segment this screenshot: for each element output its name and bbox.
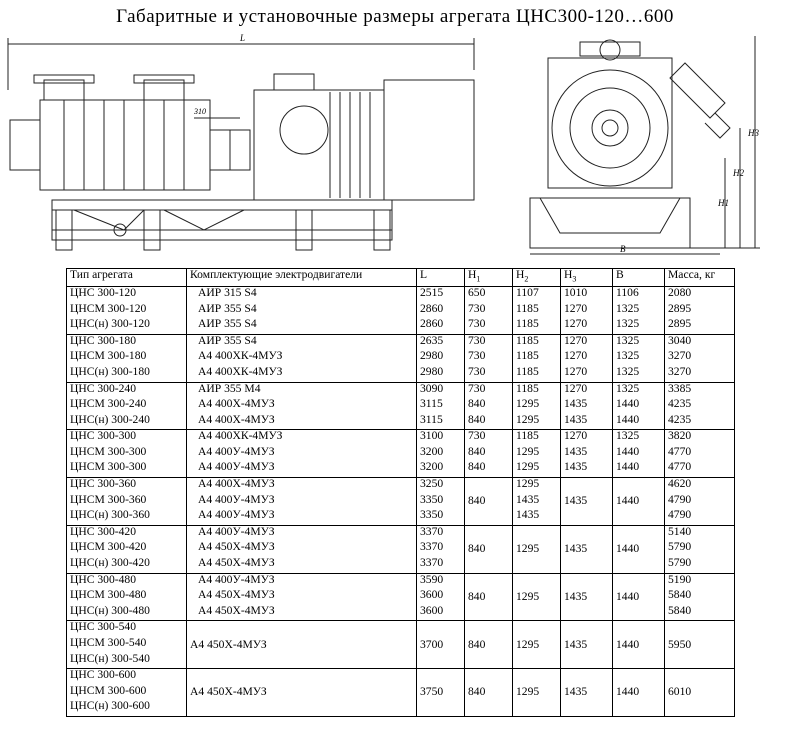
dim-310-label: 310: [194, 107, 206, 116]
cell-line: 1295: [516, 589, 540, 603]
cell-line: 1440: [616, 444, 640, 458]
cell-h1: [465, 621, 513, 669]
cell-line: 1435: [564, 637, 588, 651]
cell-l: [417, 430, 465, 478]
header-motor: Комплектующие электродвигатели: [187, 269, 417, 287]
table-row-group: [67, 621, 735, 669]
cell-h2: [513, 334, 561, 382]
cell-mass: [665, 382, 735, 430]
cell-line: ЦНС 300-540: [70, 620, 137, 634]
cell-line: 5190: [668, 572, 692, 586]
cell-h3: [561, 525, 613, 573]
cell-l: [417, 382, 465, 430]
cell-line: 3370: [420, 556, 444, 570]
cell-motors: [187, 669, 417, 717]
cell-line: А4 450Х-4МУЗ: [198, 588, 275, 602]
cell-line: 1270: [564, 429, 588, 443]
cell-line: 2860: [420, 317, 444, 331]
cell-line: 840: [468, 412, 486, 426]
cell-l: [417, 525, 465, 573]
cell-line: 2980: [420, 349, 444, 363]
table-row-group: [67, 478, 735, 526]
cell-line: А4 400У-4МУЗ: [198, 444, 275, 458]
cell-mass: [665, 669, 735, 717]
cell-l: [417, 478, 465, 526]
cell-line: ЦНСМ 300-360: [70, 492, 147, 506]
cell-line: 1435: [564, 589, 588, 603]
dim-h3-label: H3: [748, 128, 759, 138]
cell-line: 840: [468, 494, 486, 508]
cell-line: 1440: [616, 460, 640, 474]
cell-line: А4 400У-4МУЗ: [198, 460, 275, 474]
cell-line: 730: [468, 349, 486, 363]
cell-h2: [513, 525, 561, 573]
cell-line: 1295: [516, 397, 540, 411]
cell-line: А4 450Х-4МУЗ: [198, 556, 275, 570]
cell-line: А4 400У-4МУЗ: [198, 492, 275, 506]
cell-line: 2080: [668, 285, 692, 299]
cell-line: 2895: [668, 301, 692, 315]
cell-h2: [513, 621, 561, 669]
cell-line: 2515: [420, 285, 444, 299]
cell-line: 4770: [668, 460, 692, 474]
cell-motors: [187, 525, 417, 573]
cell-line: ЦНС 300-480: [70, 572, 137, 586]
cell-line: 3115: [420, 412, 443, 426]
cell-line: А4 400Х-4МУЗ: [198, 397, 275, 411]
cell-line: 3600: [420, 603, 444, 617]
cell-types: [67, 621, 187, 669]
cell-line: АИР 355 S4: [198, 301, 257, 315]
cell-line: А4 400ХК-4МУЗ: [198, 429, 283, 443]
cell-line: ЦНС 300-420: [70, 524, 137, 538]
cell-line: 3600: [420, 588, 444, 602]
cell-line: 3350: [420, 492, 444, 506]
cell-line: АИР 315 S4: [198, 285, 257, 299]
cell-line: 3370: [420, 524, 444, 538]
cell-line: 3090: [420, 381, 444, 395]
cell-line: 1270: [564, 381, 588, 395]
cell-line: ЦНС 300-360: [70, 477, 137, 491]
cell-line: ЦНСМ 300-300: [70, 460, 147, 474]
cell-line: ЦНСМ 300-240: [70, 397, 147, 411]
cell-line: 1270: [564, 364, 588, 378]
cell-line: 1440: [616, 494, 640, 508]
cell-line: 840: [468, 685, 486, 699]
cell-line: ЦНС(н) 300-420: [70, 556, 150, 570]
cell-line: 3250: [420, 477, 444, 491]
cell-line: 5840: [668, 588, 692, 602]
cell-line: ЦНСМ 300-540: [70, 636, 147, 650]
cell-line: 3200: [420, 460, 444, 474]
cell-h1: [465, 525, 513, 573]
cell-line: ЦНС(н) 300-360: [70, 508, 150, 522]
cell-line: 840: [468, 541, 486, 555]
cell-h3: [561, 478, 613, 526]
cell-motors: [187, 334, 417, 382]
cell-line: 3385: [668, 381, 692, 395]
cell-line: ЦНС 300-120: [70, 285, 137, 299]
cell-l: [417, 669, 465, 717]
cell-line: ЦНС(н) 300-540: [70, 651, 150, 665]
cell-line: АИР 355 М4: [198, 381, 261, 395]
cell-h1: [465, 478, 513, 526]
dim-h1-label: H1: [718, 198, 729, 208]
cell-line: 730: [468, 301, 486, 315]
cell-line: А4 400Х-4МУЗ: [198, 477, 275, 491]
cell-line: 650: [468, 285, 486, 299]
cell-h3: [561, 334, 613, 382]
cell-h1: [465, 669, 513, 717]
cell-mass: [665, 621, 735, 669]
cell-line: А4 450Х-4МУЗ: [198, 540, 275, 554]
cell-line: 1325: [616, 301, 640, 315]
cell-line: 1440: [616, 412, 640, 426]
cell-line: ЦНС 300-180: [70, 333, 137, 347]
header-h1: $H_1$: [465, 269, 513, 287]
cell-line: А4 450Х-4МУЗ: [190, 685, 267, 699]
cell-line: 1435: [564, 444, 588, 458]
cell-motors: [187, 382, 417, 430]
cell-h2: [513, 430, 561, 478]
cell-b: [613, 478, 665, 526]
cell-line: 1010: [564, 285, 588, 299]
cell-b: [613, 382, 665, 430]
cell-line: 1440: [616, 637, 640, 651]
table-row-group: [67, 286, 735, 334]
cell-line: 1295: [516, 412, 540, 426]
table-row-group: [67, 382, 735, 430]
cell-types: [67, 286, 187, 334]
cell-line: А4 400ХК-4МУЗ: [198, 349, 283, 363]
cell-h3: [561, 430, 613, 478]
cell-line: 3590: [420, 572, 444, 586]
cell-line: 1435: [564, 685, 588, 699]
dim-l-label: L: [240, 33, 246, 43]
cell-line: ЦНС(н) 300-180: [70, 364, 150, 378]
cell-line: 1440: [616, 685, 640, 699]
cell-line: 840: [468, 637, 486, 651]
cell-types: [67, 478, 187, 526]
cell-b: [613, 621, 665, 669]
cell-line: 1295: [516, 477, 540, 491]
cell-line: 3750: [420, 685, 444, 699]
cell-line: 3040: [668, 333, 692, 347]
cell-line: ЦНСМ 300-600: [70, 683, 147, 697]
cell-h2: [513, 286, 561, 334]
cell-line: 4235: [668, 397, 692, 411]
cell-line: 2635: [420, 333, 444, 347]
cell-line: ЦНСМ 300-300: [70, 444, 147, 458]
cell-line: 730: [468, 317, 486, 331]
cell-line: 1106: [616, 285, 639, 299]
cell-line: 1185: [516, 301, 539, 315]
cell-line: 1295: [516, 637, 540, 651]
cell-line: 840: [468, 444, 486, 458]
cell-types: [67, 334, 187, 382]
cell-line: 1435: [564, 397, 588, 411]
cell-line: ЦНС(н) 300-120: [70, 317, 150, 331]
cell-line: 3820: [668, 429, 692, 443]
cell-h1: [465, 573, 513, 621]
cell-line: А4 400ХК-4МУЗ: [198, 364, 283, 378]
header-h3: $H_3$: [561, 269, 613, 287]
cell-line: 3270: [668, 364, 692, 378]
cell-l: [417, 334, 465, 382]
cell-line: 1270: [564, 349, 588, 363]
cell-line: А4 400У-4МУЗ: [198, 572, 275, 586]
cell-line: 5840: [668, 603, 692, 617]
cell-line: 1185: [516, 429, 539, 443]
header-l: L: [417, 269, 465, 287]
cell-line: 1440: [616, 589, 640, 603]
cell-line: ЦНС 300-240: [70, 381, 137, 395]
cell-line: ЦНСМ 300-120: [70, 301, 147, 315]
cell-mass: [665, 286, 735, 334]
cell-line: АИР 355 S4: [198, 317, 257, 331]
side-view-drawing: [4, 30, 509, 260]
cell-motors: [187, 621, 417, 669]
cell-line: А4 400У-4МУЗ: [198, 524, 275, 538]
cell-line: 840: [468, 397, 486, 411]
cell-line: 3700: [420, 637, 444, 651]
cell-line: 2895: [668, 317, 692, 331]
cell-line: 1325: [616, 364, 640, 378]
cell-l: [417, 286, 465, 334]
cell-line: 1435: [516, 492, 540, 506]
cell-line: 730: [468, 364, 486, 378]
cell-types: [67, 430, 187, 478]
dim-h2-label: H2: [733, 168, 744, 178]
cell-line: 4770: [668, 444, 692, 458]
cell-line: 1185: [516, 381, 539, 395]
cell-b: [613, 573, 665, 621]
cell-line: 1295: [516, 444, 540, 458]
front-view-drawing: [520, 28, 770, 260]
cell-line: А4 400У-4МУЗ: [198, 508, 275, 522]
table-header-row: [67, 269, 735, 287]
cell-line: 1435: [516, 508, 540, 522]
cell-line: 5950: [668, 637, 692, 651]
cell-types: [67, 669, 187, 717]
cell-line: 3200: [420, 444, 444, 458]
cell-types: [67, 573, 187, 621]
cell-h3: [561, 382, 613, 430]
cell-motors: [187, 286, 417, 334]
cell-line: 1435: [564, 541, 588, 555]
cell-line: А4 450Х-4МУЗ: [198, 603, 275, 617]
cell-line: 2980: [420, 364, 444, 378]
cell-line: 1325: [616, 381, 640, 395]
cell-h1: [465, 286, 513, 334]
cell-line: 1435: [564, 412, 588, 426]
cell-line: 5140: [668, 524, 692, 538]
cell-h1: [465, 430, 513, 478]
cell-line: 840: [468, 460, 486, 474]
cell-b: [613, 430, 665, 478]
cell-line: 1440: [616, 397, 640, 411]
spec-table: [66, 268, 735, 717]
cell-mass: [665, 573, 735, 621]
cell-motors: [187, 573, 417, 621]
cell-line: ЦНСМ 300-480: [70, 588, 147, 602]
cell-line: ЦНС 300-300: [70, 429, 137, 443]
cell-line: ЦНС(н) 300-240: [70, 412, 150, 426]
cell-types: [67, 382, 187, 430]
cell-b: [613, 286, 665, 334]
table-row-group: [67, 669, 735, 717]
cell-mass: [665, 430, 735, 478]
header-type: Тип агрегата: [67, 269, 187, 287]
table-row-group: [67, 573, 735, 621]
cell-line: ЦНСМ 300-180: [70, 349, 147, 363]
cell-h1: [465, 334, 513, 382]
page-title: Габаритные и установочные размеры агрегата ЦНС300-120…600: [116, 6, 674, 27]
cell-line: 730: [468, 381, 486, 395]
cell-l: [417, 621, 465, 669]
cell-line: 1295: [516, 541, 540, 555]
cell-line: ЦНС(н) 300-480: [70, 603, 150, 617]
cell-line: 1325: [616, 349, 640, 363]
cell-b: [613, 669, 665, 717]
cell-line: АИР 355 S4: [198, 333, 257, 347]
cell-line: 3115: [420, 397, 443, 411]
cell-line: 3350: [420, 508, 444, 522]
cell-types: [67, 525, 187, 573]
cell-line: 1325: [616, 317, 640, 331]
table-row-group: [67, 525, 735, 573]
cell-line: 3270: [668, 349, 692, 363]
cell-l: [417, 573, 465, 621]
cell-line: 5790: [668, 540, 692, 554]
cell-line: А4 450Х-4МУЗ: [190, 637, 267, 651]
cell-mass: [665, 334, 735, 382]
cell-line: 730: [468, 333, 486, 347]
cell-line: 1435: [564, 460, 588, 474]
cell-line: 1325: [616, 333, 640, 347]
cell-line: 3100: [420, 429, 444, 443]
header-b: B: [613, 269, 665, 287]
cell-line: 5790: [668, 556, 692, 570]
cell-h3: [561, 621, 613, 669]
cell-line: 1435: [564, 494, 588, 508]
cell-line: 1295: [516, 685, 540, 699]
cell-line: 2860: [420, 301, 444, 315]
cell-line: 1270: [564, 333, 588, 347]
cell-line: 6010: [668, 685, 692, 699]
cell-motors: [187, 430, 417, 478]
cell-h2: [513, 669, 561, 717]
cell-line: А4 400Х-4МУЗ: [198, 412, 275, 426]
cell-line: 4790: [668, 492, 692, 506]
header-mass: Масса, кг: [665, 269, 735, 287]
cell-line: 1295: [516, 460, 540, 474]
cell-line: 1440: [616, 541, 640, 555]
cell-h3: [561, 669, 613, 717]
cell-line: 730: [468, 429, 486, 443]
cell-mass: [665, 525, 735, 573]
cell-line: 4235: [668, 412, 692, 426]
cell-line: 1185: [516, 333, 539, 347]
cell-line: ЦНС(н) 300-600: [70, 699, 150, 713]
cell-line: 1270: [564, 301, 588, 315]
cell-line: 1325: [616, 429, 640, 443]
cell-h3: [561, 286, 613, 334]
cell-line: ЦНСМ 300-420: [70, 540, 147, 554]
cell-line: 1107: [516, 285, 539, 299]
cell-h3: [561, 573, 613, 621]
cell-line: ЦНС 300-600: [70, 668, 137, 682]
table-row-group: [67, 334, 735, 382]
cell-line: 3370: [420, 540, 444, 554]
cell-h2: [513, 382, 561, 430]
cell-line: 840: [468, 589, 486, 603]
cell-h1: [465, 382, 513, 430]
cell-line: 1185: [516, 317, 539, 331]
cell-line: 1185: [516, 364, 539, 378]
cell-h2: [513, 478, 561, 526]
cell-line: 1270: [564, 317, 588, 331]
cell-line: 4790: [668, 508, 692, 522]
cell-motors: [187, 478, 417, 526]
cell-mass: [665, 478, 735, 526]
cell-h2: [513, 573, 561, 621]
cell-line: 4620: [668, 477, 692, 491]
header-h2: $H_2$: [513, 269, 561, 287]
dim-b-label: B: [620, 244, 626, 254]
cell-b: [613, 334, 665, 382]
cell-line: 1185: [516, 349, 539, 363]
table-row-group: [67, 430, 735, 478]
cell-b: [613, 525, 665, 573]
